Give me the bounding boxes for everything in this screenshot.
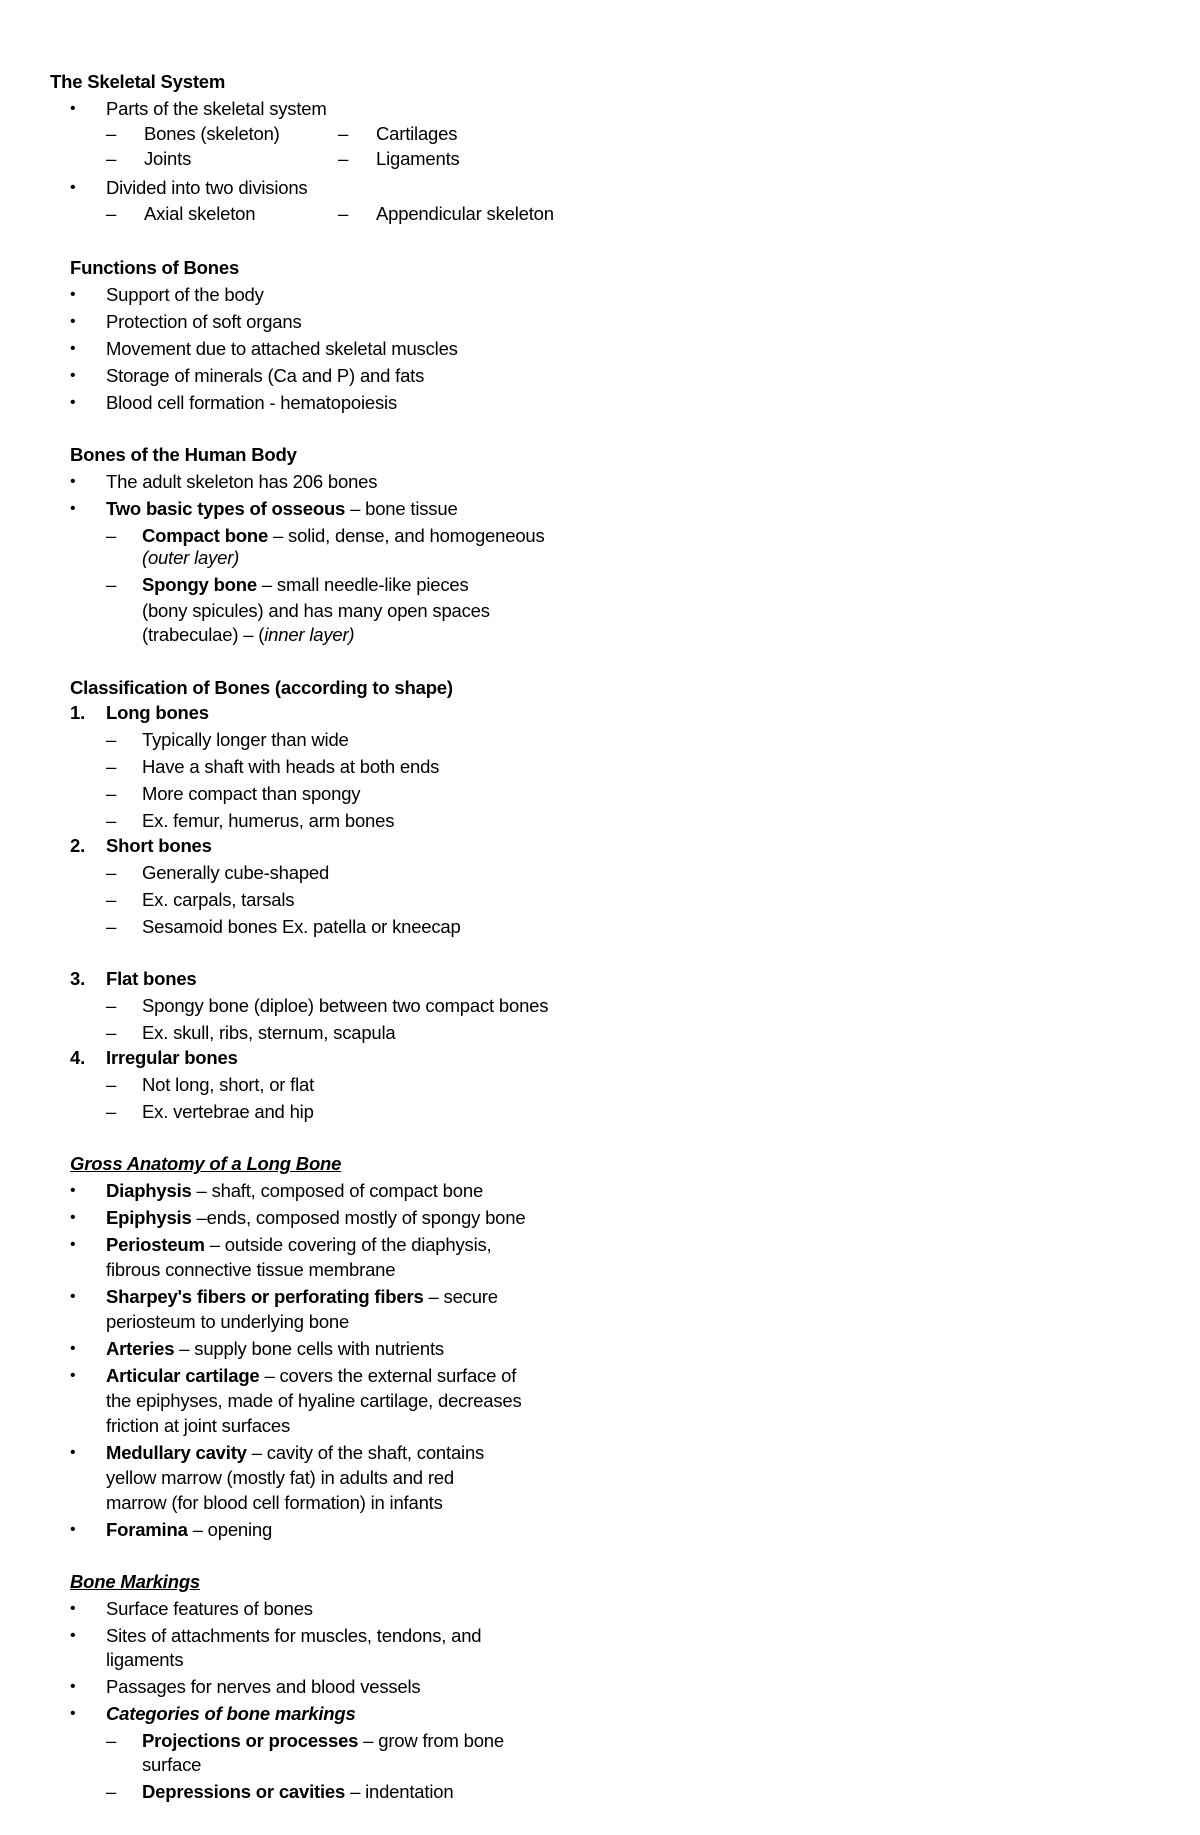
list-item: Ligaments	[376, 148, 460, 169]
bullet: •	[70, 1367, 76, 1384]
bullet: •	[70, 1600, 76, 1617]
bullet: •	[70, 394, 76, 411]
group-number: 2.	[70, 835, 86, 856]
list-item: Axial skeleton	[144, 203, 256, 224]
definition: – solid, dense, and homogeneous	[268, 525, 545, 546]
term: Arteries	[106, 1338, 175, 1359]
dash: –	[106, 916, 117, 937]
list-item: Sesamoid bones Ex. patella or kneecap	[142, 916, 461, 937]
list-item: Passages for nerves and blood vessels	[106, 1676, 421, 1697]
bullet: •	[70, 340, 76, 357]
list-item: Support of the body	[106, 284, 264, 305]
bullet: •	[70, 1288, 76, 1305]
bullet: •	[70, 100, 76, 117]
term: Periosteum	[106, 1234, 205, 1255]
term: Medullary cavity	[106, 1442, 247, 1463]
term: Compact bone	[142, 525, 269, 546]
list-item: The adult skeleton has 206 bones	[106, 471, 378, 492]
group-name: Short bones	[106, 835, 212, 856]
page-title: The Skeletal System	[50, 71, 226, 92]
term: Articular cartilage	[106, 1365, 260, 1386]
definition: – secure	[423, 1286, 498, 1307]
list-item: Appendicular skeleton	[376, 203, 554, 224]
continuation-italic: inner layer)	[264, 624, 355, 645]
definition: – cavity of the shaft, contains	[246, 1442, 485, 1463]
list-item	[142, 574, 469, 596]
list-item: Movement due to attached skeletal muscles	[106, 338, 458, 359]
list-item	[142, 525, 545, 547]
list-item: Bones (skeleton)	[144, 123, 280, 144]
term: Diaphysis	[106, 1180, 192, 1201]
definition: – outside covering of the diaphysis,	[204, 1234, 492, 1255]
continuation: yellow marrow (mostly fat) in adults and red	[106, 1467, 454, 1488]
group-name: Flat bones	[106, 968, 197, 989]
bullet: •	[70, 1678, 76, 1695]
dash: –	[106, 123, 117, 144]
bullet: •	[70, 1340, 76, 1357]
dash: –	[106, 203, 117, 224]
dash: –	[338, 123, 349, 144]
definition: – covers the external surface of	[259, 1365, 517, 1386]
dash: –	[106, 756, 117, 777]
list-item: Storage of minerals (Ca and P) and fats	[106, 365, 425, 386]
list-item: Divided into two divisions	[106, 177, 308, 198]
list-item: Protection of soft organs	[106, 311, 302, 332]
group-name: Long bones	[106, 702, 209, 723]
list-item: Spongy bone (diploe) between two compact bones	[142, 995, 549, 1016]
dash: –	[106, 148, 117, 169]
dash: –	[106, 1781, 117, 1802]
bullet: •	[70, 500, 76, 517]
bullet: •	[70, 1705, 76, 1722]
definition: –ends, composed mostly of spongy bone	[191, 1207, 526, 1228]
bullet: •	[70, 1627, 76, 1644]
definition: – opening	[187, 1519, 273, 1540]
list-item	[106, 498, 458, 520]
term: Depressions or cavities	[142, 1781, 346, 1802]
term: Two basic types of osseous	[106, 498, 346, 519]
bullet: •	[70, 1182, 76, 1199]
list-item: Joints	[144, 148, 192, 169]
continuation-text: (trabeculae) – (	[142, 624, 265, 645]
continuation: friction at joint surfaces	[106, 1415, 290, 1436]
dash: –	[338, 203, 349, 224]
list-item: Generally cube-shaped	[142, 862, 330, 883]
list-item	[142, 1730, 504, 1752]
continuation: (bony spicules) and has many open spaces	[142, 600, 490, 621]
bullet: •	[70, 1209, 76, 1226]
bullet: •	[70, 473, 76, 490]
bullet: •	[70, 1521, 76, 1538]
list-item: Ex. carpals, tarsals	[142, 889, 295, 910]
list-item: Typically longer than wide	[142, 729, 349, 750]
definition: – supply bone cells with nutrients	[174, 1338, 444, 1359]
group-number: 4.	[70, 1047, 86, 1068]
definition: – shaft, composed of compact bone	[191, 1180, 484, 1201]
list-item	[106, 1519, 272, 1541]
continuation: fibrous connective tissue membrane	[106, 1259, 396, 1280]
definition: – indentation	[345, 1781, 454, 1802]
dash: –	[338, 148, 349, 169]
list-item: Have a shaft with heads at both ends	[142, 756, 440, 777]
section-heading: Gross Anatomy of a Long Bone	[70, 1153, 342, 1174]
list-item	[106, 1234, 492, 1256]
definition: – bone tissue	[345, 498, 458, 519]
bullet: •	[70, 286, 76, 303]
dash: –	[106, 574, 117, 595]
dash: –	[106, 783, 117, 804]
continuation: surface	[142, 1754, 202, 1775]
list-item	[106, 1442, 484, 1464]
continuation: the epiphyses, made of hyaline cartilage, decreases	[106, 1390, 522, 1411]
continuation: periosteum to underlying bone	[106, 1311, 350, 1332]
dash: –	[106, 1730, 117, 1751]
definition: – grow from bone	[358, 1730, 504, 1751]
term: Sharpey's fibers or perforating fibers	[106, 1286, 424, 1307]
dash: –	[106, 1022, 117, 1043]
list-item	[106, 1207, 525, 1229]
section-heading: Classification of Bones (according to shape)	[70, 677, 453, 698]
list-item: Parts of the skeletal system	[106, 98, 327, 119]
dash: –	[106, 862, 117, 883]
dash: –	[106, 889, 117, 910]
term: Projections or processes	[142, 1730, 359, 1751]
continuation: ligaments	[106, 1649, 184, 1670]
dash: –	[106, 729, 117, 750]
bullet: •	[70, 367, 76, 384]
section-heading: Functions of Bones	[70, 257, 240, 278]
list-item	[106, 1180, 483, 1202]
list-item	[106, 1365, 516, 1387]
section-heading: Bone Markings	[70, 1571, 201, 1592]
dash: –	[106, 1101, 117, 1122]
bullet: •	[70, 1444, 76, 1461]
list-item: Cartilages	[376, 123, 458, 144]
dash: –	[106, 1074, 117, 1095]
list-item: Ex. skull, ribs, sternum, scapula	[142, 1022, 396, 1043]
list-item	[142, 1781, 453, 1803]
dash: –	[106, 525, 117, 546]
group-name: Irregular bones	[106, 1047, 238, 1068]
dash: –	[106, 995, 117, 1016]
bullet: •	[70, 313, 76, 330]
section-heading: Bones of the Human Body	[70, 444, 297, 465]
dash: –	[106, 810, 117, 831]
definition: – small needle-like pieces	[256, 574, 469, 595]
term: Foramina	[106, 1519, 188, 1540]
list-item: Categories of bone markings	[106, 1703, 356, 1724]
bullet: •	[70, 179, 76, 196]
list-item: Blood cell formation - hematopoiesis	[106, 392, 398, 413]
list-item: More compact than spongy	[142, 783, 361, 804]
group-number: 1.	[70, 702, 86, 723]
list-item: Ex. vertebrae and hip	[142, 1101, 314, 1122]
bullet: •	[70, 1236, 76, 1253]
group-number: 3.	[70, 968, 86, 989]
term: Epiphysis	[106, 1207, 192, 1228]
list-item	[106, 1286, 498, 1308]
list-item: Sites of attachments for muscles, tendons, and	[106, 1625, 482, 1646]
continuation	[142, 624, 354, 646]
list-item: Ex. femur, humerus, arm bones	[142, 810, 395, 831]
continuation: (outer layer)	[142, 547, 240, 568]
term: Spongy bone	[142, 574, 257, 595]
list-item	[106, 1338, 444, 1360]
continuation: marrow (for blood cell formation) in infants	[106, 1492, 443, 1513]
list-item: Not long, short, or flat	[142, 1074, 315, 1095]
list-item: Surface features of bones	[106, 1598, 313, 1619]
